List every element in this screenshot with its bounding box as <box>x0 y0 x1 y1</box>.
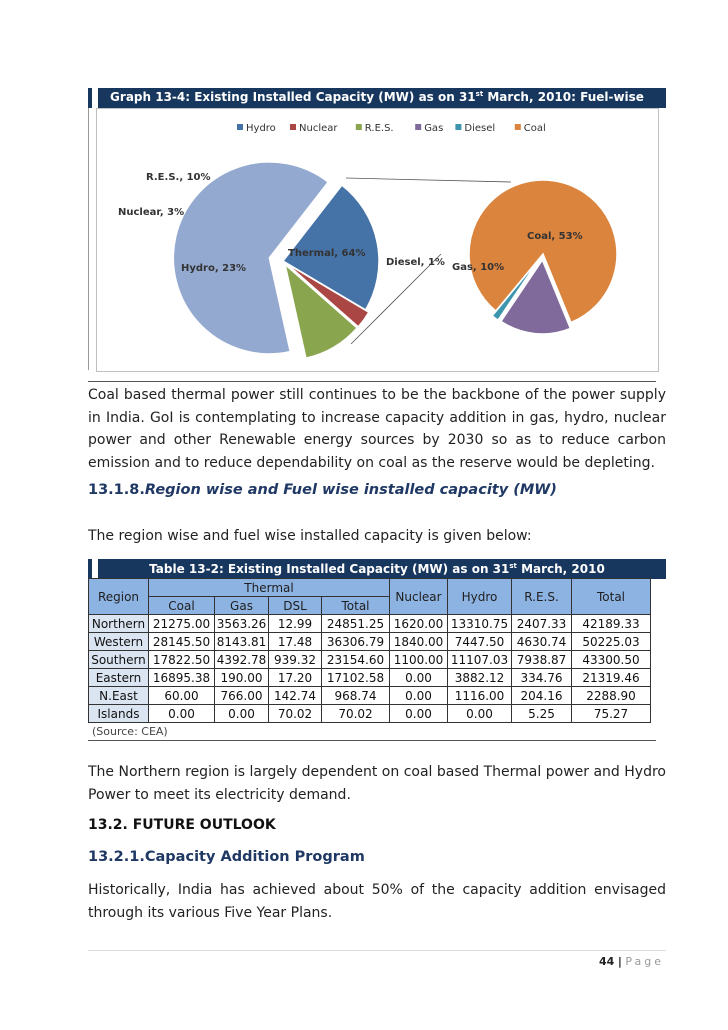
legend-swatch <box>455 124 461 130</box>
label-gas: Gas, 10% <box>452 262 505 273</box>
page-footer <box>599 955 664 968</box>
legend-entry: Nuclear <box>299 123 338 134</box>
value-cell: 0.00 <box>149 705 215 723</box>
value-cell: 70.02 <box>322 705 390 723</box>
header-total: Total <box>572 579 651 615</box>
value-cell: 0.00 <box>215 705 269 723</box>
table-row <box>89 615 651 633</box>
header-thermal: Thermal <box>149 579 390 597</box>
legend-entry: Gas <box>424 123 444 134</box>
value-cell: 7447.50 <box>448 633 512 651</box>
value-cell: 13310.75 <box>448 615 512 633</box>
legend-swatch <box>515 124 521 130</box>
legend-entry: Diesel <box>464 123 496 134</box>
value-cell: 8143.81 <box>215 633 269 651</box>
section-heading-13-2: 13.2. FUTURE OUTLOOK <box>88 817 276 833</box>
value-cell: 36306.79 <box>322 633 390 651</box>
table-row <box>89 651 651 669</box>
value-cell: 766.00 <box>215 687 269 705</box>
value-cell: 0.00 <box>390 669 448 687</box>
region-cell: N.East <box>89 687 149 705</box>
connector-line <box>346 178 511 182</box>
page-separator: | <box>617 955 622 968</box>
value-cell: 4630.74 <box>512 633 572 651</box>
header-region: Region <box>89 579 149 615</box>
region-cell: Western <box>89 633 149 651</box>
value-cell: 50225.03 <box>572 633 651 651</box>
header-hydro: Hydro <box>448 579 512 615</box>
value-cell: 1116.00 <box>448 687 512 705</box>
value-cell: 0.00 <box>448 705 512 723</box>
paragraph-table-intro: The region wise and fuel wise installed capacity is given below: <box>88 528 532 544</box>
paragraph-northern-region: The Northern region is largely dependent on coal based Thermal power and Hydro Power to meet its electricity demand. <box>88 764 666 803</box>
value-cell: 11107.03 <box>448 651 512 669</box>
value-cell: 42189.33 <box>572 615 651 633</box>
value-cell: 204.16 <box>512 687 572 705</box>
section-heading-13-1-8: 13.1.8.Region wise and Fuel wise installed capacity (MW) <box>88 482 557 498</box>
value-cell: 21319.46 <box>572 669 651 687</box>
value-cell: 3882.12 <box>448 669 512 687</box>
pie-chart <box>96 108 657 370</box>
page-number: 44 <box>599 955 615 968</box>
header-dsl: DSL <box>269 597 322 615</box>
region-cell: Eastern <box>89 669 149 687</box>
value-cell: 17822.50 <box>149 651 215 669</box>
secondary-pie <box>469 180 617 334</box>
value-cell: 968.74 <box>322 687 390 705</box>
value-cell: 21275.00 <box>149 615 215 633</box>
header-res: R.E.S. <box>512 579 572 615</box>
value-cell: 17.48 <box>269 633 322 651</box>
value-cell: 3563.26 <box>215 615 269 633</box>
label-res: R.E.S., 10% <box>146 172 211 183</box>
chart-left-rule <box>88 108 89 370</box>
table-source: (Source: CEA) <box>92 725 168 738</box>
primary-pie <box>173 162 379 358</box>
region-cell: Islands <box>89 705 149 723</box>
region-cell: Southern <box>89 651 149 669</box>
paragraph-coal-backbone: Coal based thermal power still continues to be the backbone of the power supply in India. GoI is contemplating to increase capacity addition in gas, hydro, nuclear power and other Renewable energy sources by 2030 so as to reduce carbon emission and to reduce dependability on coal as the reserve would be depleting. <box>88 387 666 471</box>
value-cell: 334.76 <box>512 669 572 687</box>
table-row <box>89 633 651 651</box>
legend-entry: Hydro <box>246 123 276 134</box>
graph-title-bar <box>88 88 666 108</box>
value-cell: 16895.38 <box>149 669 215 687</box>
label-thermal: Thermal, 64% <box>288 248 366 259</box>
legend-entry: R.E.S. <box>364 123 394 134</box>
value-cell: 70.02 <box>269 705 322 723</box>
legend-swatch <box>237 124 243 130</box>
table-row <box>89 669 651 687</box>
value-cell: 7938.87 <box>512 651 572 669</box>
value-cell: 939.32 <box>269 651 322 669</box>
value-cell: 2407.33 <box>512 615 572 633</box>
value-cell: 43300.50 <box>572 651 651 669</box>
paragraph-historical: Historically, India has achieved about 50% of the capacity addition envisaged through its various Five Year Plans. <box>88 882 666 921</box>
table-row <box>89 705 651 723</box>
table-title-bar <box>88 559 666 579</box>
value-cell: 0.00 <box>390 687 448 705</box>
value-cell: 142.74 <box>269 687 322 705</box>
label-hydro: Hydro, 23% <box>181 263 247 274</box>
value-cell: 75.27 <box>572 705 651 723</box>
header-nuclear: Nuclear <box>390 579 448 615</box>
table-body <box>89 615 651 723</box>
value-cell: 4392.78 <box>215 651 269 669</box>
capacity-table <box>88 578 651 723</box>
graph-title: Graph 13-4: Existing Installed Capacity (MW) as on 31st March, 2010: Fuel-wise <box>110 90 644 104</box>
footer-rule <box>88 950 666 951</box>
value-cell: 1620.00 <box>390 615 448 633</box>
value-cell: 190.00 <box>215 669 269 687</box>
page-word: Page <box>625 955 664 968</box>
divider-line <box>88 381 656 382</box>
chart-legend <box>237 123 546 134</box>
header-gas: Gas <box>215 597 269 615</box>
header-thermal-total: Total <box>322 597 390 615</box>
label-nuclear: Nuclear, 3% <box>118 207 185 218</box>
value-cell: 5.25 <box>512 705 572 723</box>
value-cell: 60.00 <box>149 687 215 705</box>
value-cell: 0.00 <box>390 705 448 723</box>
label-diesel: Diesel, 1% <box>386 257 445 268</box>
value-cell: 17102.58 <box>322 669 390 687</box>
label-coal: Coal, 53% <box>527 231 583 242</box>
table-title: Table 13-2: Existing Installed Capacity (MW) as on 31st March, 2010 <box>149 562 605 576</box>
value-cell: 17.20 <box>269 669 322 687</box>
value-cell: 12.99 <box>269 615 322 633</box>
region-cell: Northern <box>89 615 149 633</box>
header-coal: Coal <box>149 597 215 615</box>
legend-swatch <box>290 124 296 130</box>
value-cell: 1100.00 <box>390 651 448 669</box>
legend-entry: Coal <box>523 123 546 134</box>
legend-swatch <box>415 124 421 130</box>
value-cell: 1840.00 <box>390 633 448 651</box>
value-cell: 23154.60 <box>322 651 390 669</box>
value-cell: 24851.25 <box>322 615 390 633</box>
legend-swatch <box>356 124 362 130</box>
section-heading-13-2-1: 13.2.1.Capacity Addition Program <box>88 849 365 865</box>
divider-line <box>88 740 656 741</box>
value-cell: 2288.90 <box>572 687 651 705</box>
table-row <box>89 687 651 705</box>
value-cell: 28145.50 <box>149 633 215 651</box>
